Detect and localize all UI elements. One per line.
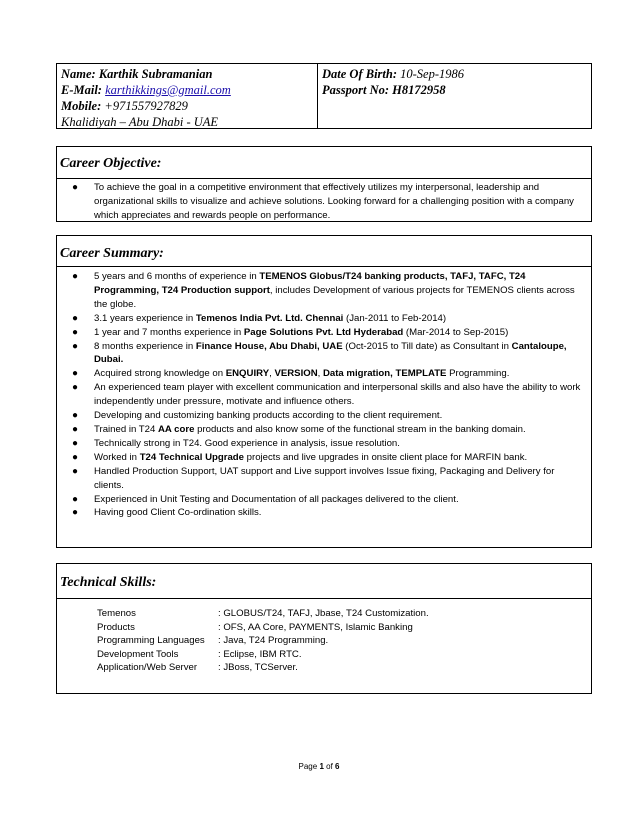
mobile-value: +971557927829 bbox=[104, 99, 188, 113]
bullet-icon: ● bbox=[72, 312, 79, 324]
text: An experienced team player with excellent communication and interpersonal skills and also have the ability to work independently under pressure, motivate and influence others. bbox=[94, 382, 581, 408]
bold-text: VERSION bbox=[274, 368, 318, 380]
skill-value: : JBoss, TCServer. bbox=[218, 662, 298, 674]
skill-label: Application/Web Server bbox=[97, 662, 198, 674]
list-item bbox=[66, 506, 584, 520]
text: Worked in bbox=[94, 451, 140, 463]
text: Having good Client Co-ordination skills. bbox=[94, 507, 262, 519]
bold-text: Temenos India Pvt. Ltd. Chennai bbox=[195, 312, 344, 324]
list-item bbox=[66, 423, 584, 437]
name-label: Name: bbox=[61, 67, 96, 81]
text: Handled Production Support, UAT support and Live support involves Issue fixing, Packaging and Delivery for clients. bbox=[94, 465, 555, 491]
bold-text: TEMENOS Globus/T24 banking products, TAFJ, TAFC, T24 Programming, T24 Production support bbox=[94, 271, 526, 296]
text: Experienced in Unit Testing and Documentation of all packages delivered to the client. bbox=[94, 493, 459, 505]
dob-line bbox=[322, 66, 464, 82]
career-objective-section bbox=[56, 146, 592, 222]
skill-row bbox=[97, 634, 328, 648]
bullet-icon: ● bbox=[72, 271, 79, 282]
passport-value: H8172958 bbox=[392, 83, 446, 97]
bullet-icon: ● bbox=[72, 451, 79, 463]
list-item bbox=[66, 437, 584, 451]
text: projects and live upgrades in onsite client place for MARFIN bank. bbox=[244, 451, 528, 463]
bullet-icon: ● bbox=[72, 507, 79, 519]
skill-label: Temenos bbox=[97, 608, 136, 619]
skill-value: : GLOBUS/T24, TAFJ, Jbase, T24 Customization. bbox=[218, 608, 429, 619]
skill-label: Products bbox=[97, 621, 135, 633]
text: Technically strong in T24. Good experience in analysis, issue resolution. bbox=[94, 437, 400, 449]
list-item bbox=[66, 270, 584, 312]
text: , includes Development of various projects for TEMENOS clients across the globe. bbox=[94, 284, 575, 310]
section-rule bbox=[57, 178, 591, 179]
page-total: 6 bbox=[335, 762, 340, 771]
text: 3.1 years experience in bbox=[94, 312, 196, 324]
skill-row bbox=[97, 607, 429, 621]
bold-text: Finance House, Abu Dhabi, UAE bbox=[195, 340, 343, 352]
of-word: of bbox=[326, 762, 333, 771]
text: products and also know some of the functional stream in the banking domain. bbox=[194, 423, 526, 435]
skill-row bbox=[97, 648, 302, 662]
bold-text: T24 Technical Upgrade bbox=[139, 451, 245, 463]
section-title: Career Objective: bbox=[60, 156, 162, 171]
skill-value: : Java, T24 Programming. bbox=[218, 635, 329, 647]
skill-label: Development Tools bbox=[97, 648, 179, 660]
technical-skills-section bbox=[56, 563, 592, 694]
bullet-icon: ● bbox=[72, 368, 79, 380]
bullet-icon: ● bbox=[72, 410, 79, 422]
page-footer bbox=[0, 762, 638, 771]
skill-row bbox=[97, 661, 298, 675]
list-item: ● To achieve the goal in a competitive environment that effectively utilizes my interpersonal, leadership and organizational skills to visualize and achieve solutions. Looking forward for a challenging position with a company which appreciates and rewards people on performance. bbox=[72, 182, 574, 221]
name-line bbox=[61, 66, 212, 82]
bullet-icon: ● bbox=[72, 326, 79, 338]
list-item bbox=[66, 465, 584, 493]
text: 1 year and 7 months experience in bbox=[94, 326, 244, 338]
list-item bbox=[66, 409, 584, 423]
mobile-line bbox=[61, 98, 188, 114]
bullet-icon: ● bbox=[72, 423, 79, 435]
text: 8 months experience in bbox=[94, 340, 196, 352]
list-item bbox=[66, 326, 584, 340]
text: (Mar-2014 to Sep-2015) bbox=[403, 326, 509, 338]
bullet-icon: ● bbox=[72, 465, 79, 477]
skill-value: : Eclipse, IBM RTC. bbox=[218, 648, 302, 660]
career-summary-section bbox=[56, 235, 592, 548]
text: Acquired strong knowledge on bbox=[94, 368, 226, 380]
text: (Oct-2015 to Till date) as Consultant in bbox=[342, 340, 512, 352]
text: Developing and customizing banking products according to the client requirement. bbox=[94, 410, 443, 422]
list-item bbox=[66, 312, 584, 326]
dob-value: 10-Sep-1986 bbox=[400, 67, 464, 81]
personal-info-table bbox=[56, 63, 592, 129]
text: Programming. bbox=[446, 368, 510, 380]
list-item bbox=[66, 451, 584, 465]
section-rule bbox=[57, 598, 591, 599]
skill-label: Programming Languages bbox=[97, 635, 205, 647]
bullet-icon: ● bbox=[72, 382, 79, 394]
text: Trained in T24 bbox=[94, 423, 158, 435]
address-line: Khalidiyah – Abu Dhabi - UAE bbox=[61, 115, 219, 129]
section-title: Career Summary: bbox=[60, 246, 164, 261]
bold-text: Data migration, TEMPLATE bbox=[322, 368, 447, 380]
dob-label: Date Of Birth: bbox=[322, 67, 397, 81]
table-divider bbox=[317, 64, 318, 128]
objective-list bbox=[66, 181, 584, 223]
mobile-label: Mobile: bbox=[61, 99, 102, 113]
bold-text: Page Solutions Pvt. Ltd Hyderabad bbox=[243, 326, 404, 338]
bold-text: Cantaloupe, Dubai. bbox=[94, 340, 567, 366]
bullet-icon: ● bbox=[72, 340, 79, 352]
text: , bbox=[269, 368, 275, 380]
list-item bbox=[66, 493, 584, 507]
page-number: 1 bbox=[319, 762, 324, 771]
text: (Jan-2011 to Feb-2014) bbox=[343, 312, 447, 324]
bullet-icon: ● bbox=[72, 493, 79, 505]
list-item bbox=[66, 381, 584, 409]
name-value: Karthik Subramanian bbox=[98, 67, 213, 81]
bold-text: ENQUIRY bbox=[225, 368, 270, 380]
list-item bbox=[66, 340, 584, 368]
bullet-icon: ● bbox=[72, 182, 79, 193]
summary-list bbox=[66, 270, 584, 520]
text: 5 years and 6 months of experience in bbox=[94, 271, 260, 282]
email-label: E-Mail: bbox=[61, 83, 102, 97]
page-word: Page bbox=[298, 762, 318, 771]
passport-line bbox=[322, 82, 446, 98]
passport-label: Passport No: bbox=[322, 83, 390, 97]
email-line bbox=[61, 82, 231, 98]
text: , bbox=[317, 368, 323, 380]
skill-row bbox=[97, 621, 413, 635]
section-title: Technical Skills: bbox=[60, 575, 157, 590]
list-item bbox=[66, 367, 584, 381]
bullet-icon: ● bbox=[72, 437, 79, 449]
section-rule bbox=[57, 266, 591, 267]
bold-text: AA core bbox=[158, 423, 195, 435]
skill-value: : OFS, AA Core, PAYMENTS, Islamic Banking bbox=[218, 621, 413, 633]
email-link[interactable]: karthikkings@gmail.com bbox=[105, 83, 231, 97]
